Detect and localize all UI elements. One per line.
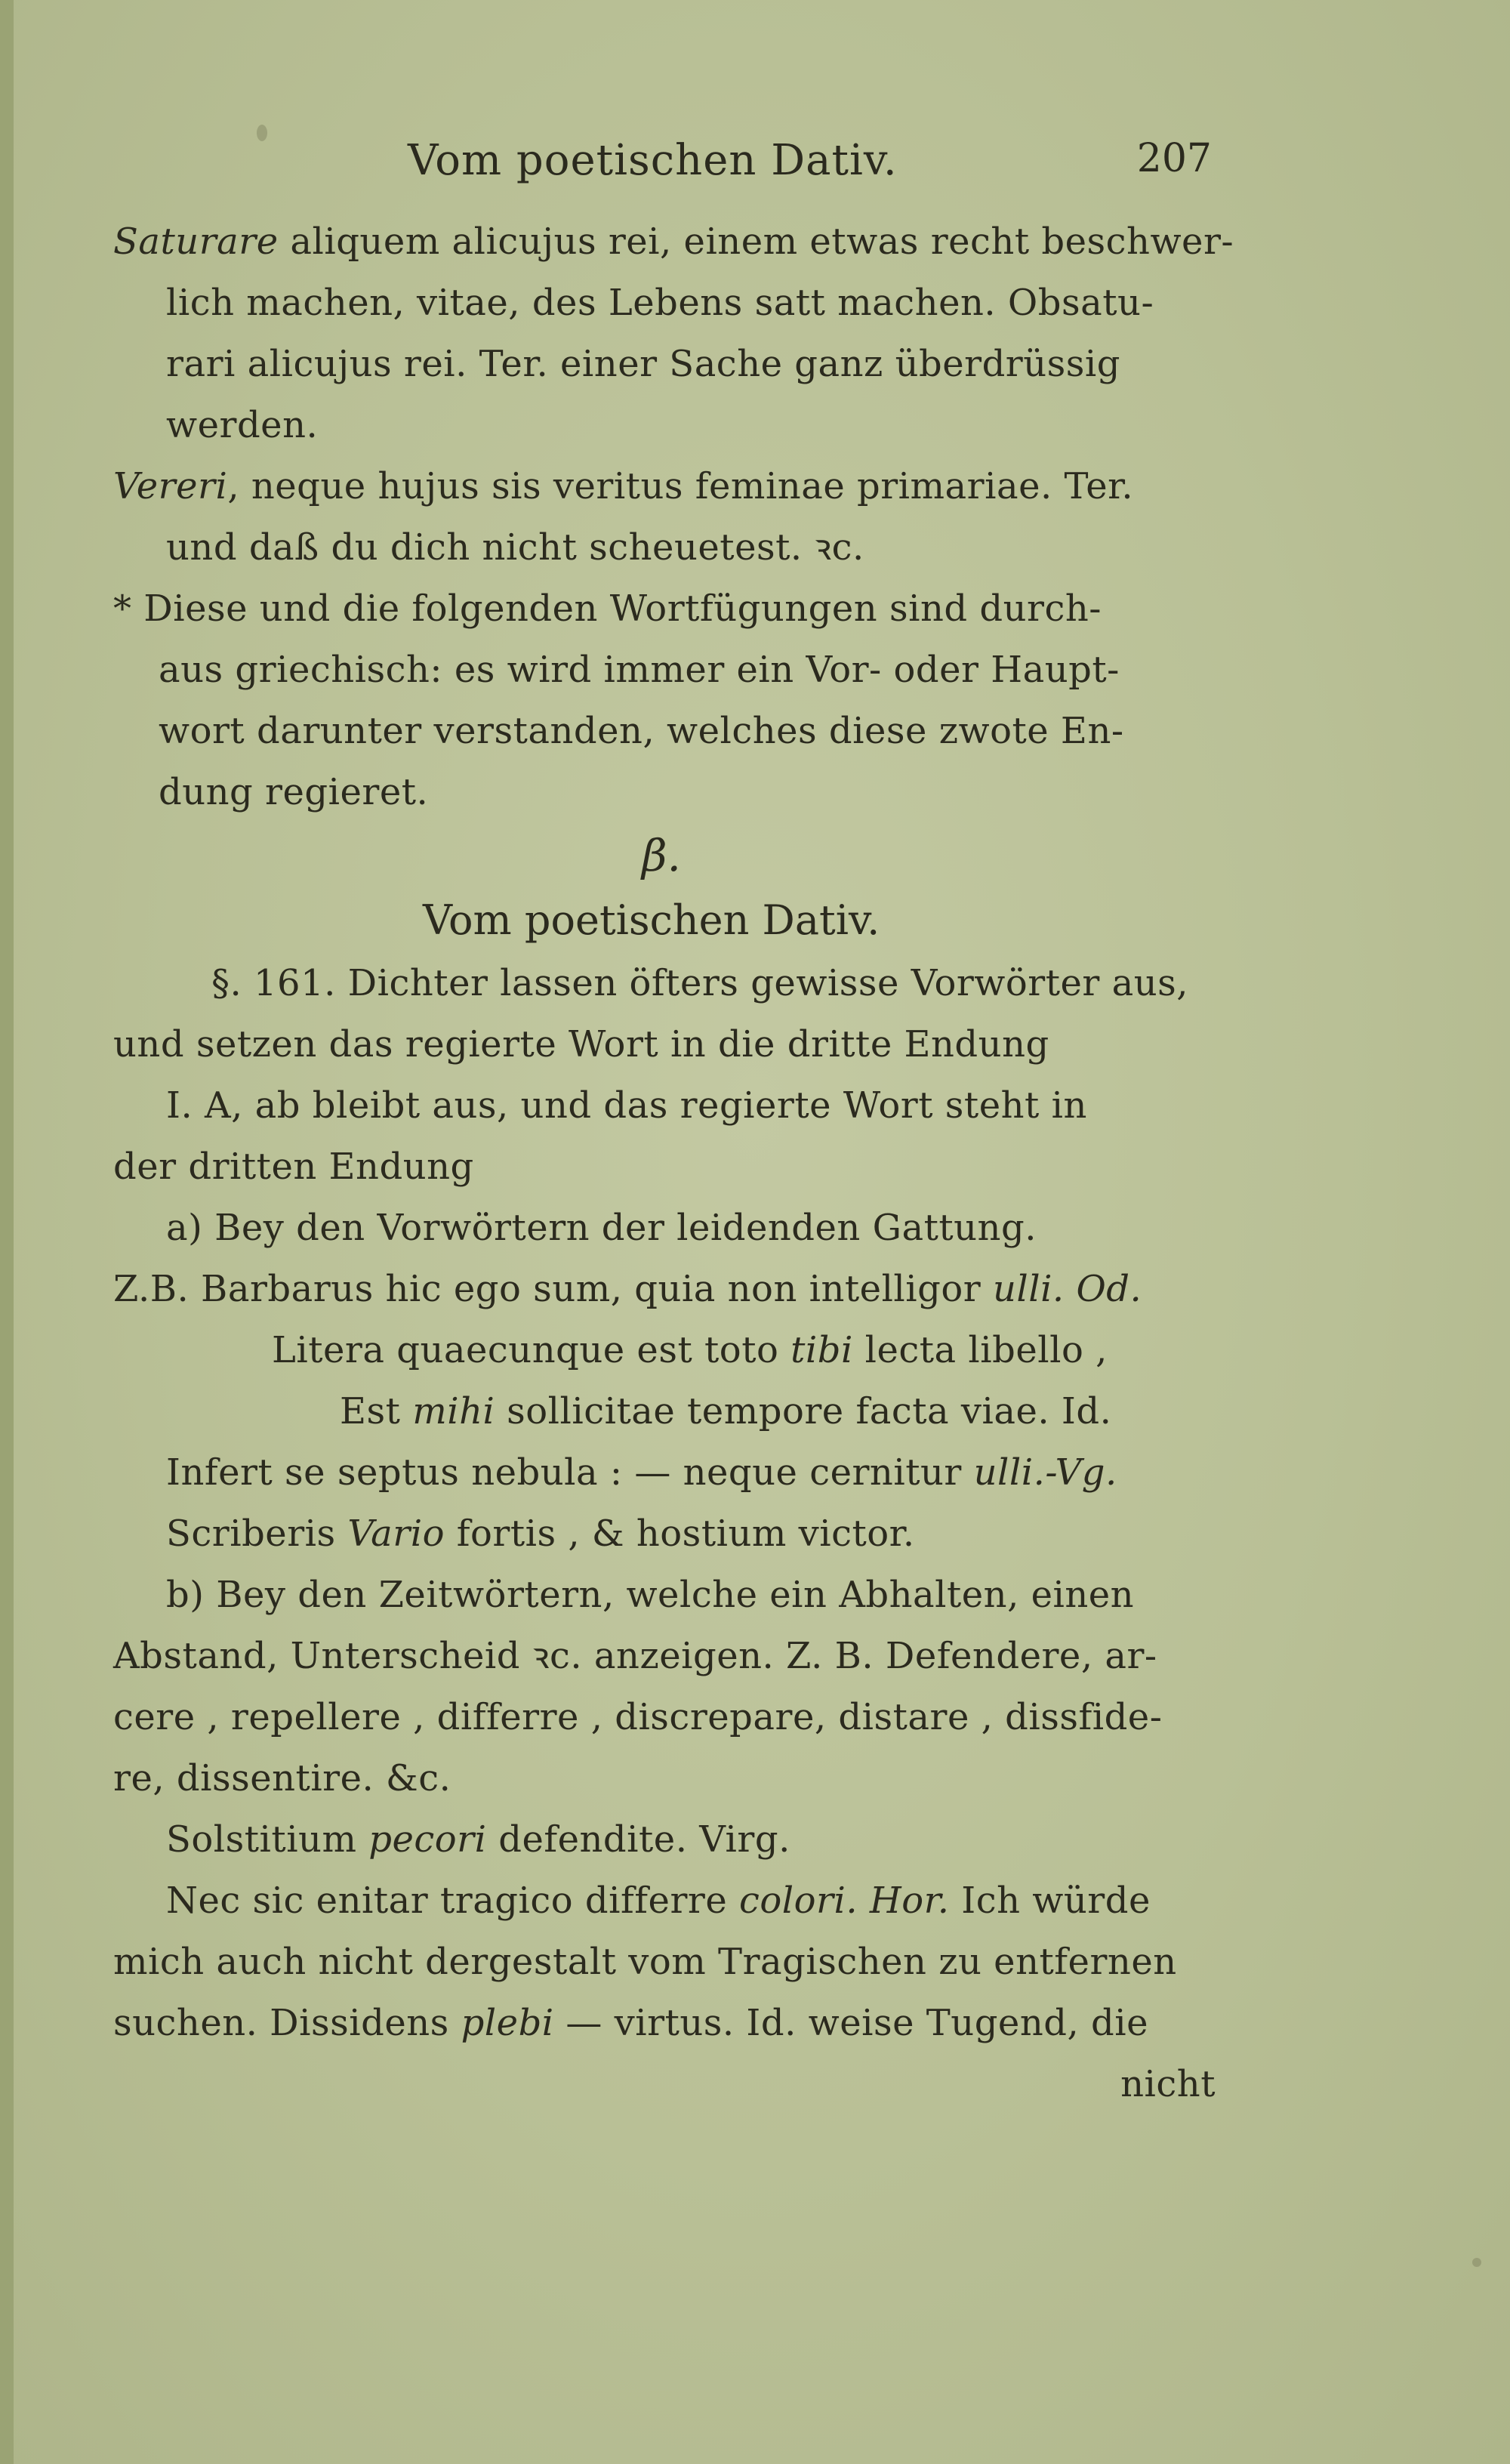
verse-line: Scriberis Vario fortis , & hostium victor. — [166, 1513, 915, 1555]
example-line: Z.B. Barbarus hic ego sum, quia non intelligor ulli. Od. — [113, 1268, 1142, 1310]
text-line: werden. — [166, 404, 319, 446]
paragraph-line: Abstand, Unterscheid ꝛc. anzeigen. Z. B. Defendere, ar- — [113, 1635, 1157, 1677]
paragraph-line: und setzen das regierte Wort in die dritte Endung — [113, 1023, 1049, 1065]
example-line: Nec sic enitar tragico differre colori. Hor. Ich würde — [166, 1880, 1151, 1922]
paragraph-line: der dritten Endung — [113, 1146, 474, 1188]
verse-line: Litera quaecunque est toto tibi lecta libello , — [272, 1329, 1108, 1371]
text-line: Saturare aliquem alicujus rei, einem etwas recht beschwer- — [113, 220, 1234, 263]
page-edge — [0, 0, 14, 2464]
paragraph-line: cere , repellere , differre , discrepare, distare , dissfide- — [113, 1696, 1163, 1738]
example-line: Solstitium pecori defendite. Virg. — [166, 1818, 790, 1861]
stain-spot — [1472, 2258, 1481, 2267]
verse-line: Infert se septus nebula : — neque cernitur ulli.-Vg. — [166, 1451, 1117, 1494]
text-line: rari alicujus rei. Ter. einer Sache ganz überdrüssig — [166, 343, 1120, 385]
footnote-line: * Diese und die folgenden Wortfügungen sind durch- — [113, 587, 1102, 630]
paragraph-line: b) Bey den Zeitwörtern, welche ein Abhalten, einen — [166, 1574, 1135, 1616]
text-line: Vereri, neque hujus sis veritus feminae primariae. Ter. — [113, 465, 1134, 507]
page-text — [113, 128, 1234, 2115]
text-line: und daß du dich nicht scheuetest. ꝛc. — [166, 526, 864, 569]
footnote-line: aus griechisch: es wird immer ein Vor- oder Haupt- — [159, 649, 1120, 691]
footnote-line: wort darunter verstanden, welches diese zwote En- — [159, 710, 1124, 752]
catchword: nicht — [1120, 2063, 1216, 2105]
paragraph-line: §. 161. Dichter lassen öfters gewisse Vorwörter aus, — [211, 962, 1189, 1004]
verse-line: Est mihi sollicitae tempore facta viae. Id. — [340, 1390, 1112, 1432]
page-number: 207 — [1136, 136, 1212, 181]
section-marker: β. — [642, 830, 681, 881]
paragraph-line: mich auch nicht dergestalt vom Tragischen zu entfernen — [113, 1941, 1177, 1983]
running-head-title: Vom poetischen Dativ. — [408, 136, 898, 185]
paragraph-line: suchen. Dissidens plebi — virtus. Id. weise Tugend, die — [113, 2002, 1148, 2044]
footnote-line: dung regieret. — [159, 771, 429, 813]
section-title: Vom poetischen Dativ. — [423, 896, 880, 944]
text-line: lich machen, vitae, des Lebens satt machen. Obsatu- — [166, 282, 1154, 324]
paragraph-line: a) Bey den Vorwörtern der leidenden Gattung. — [166, 1207, 1037, 1249]
running-head — [113, 128, 1231, 211]
paragraph-line: I. A, ab bleibt aus, und das regierte Wort steht in — [166, 1084, 1087, 1127]
paragraph-line: re, dissentire. &c. — [113, 1757, 451, 1799]
